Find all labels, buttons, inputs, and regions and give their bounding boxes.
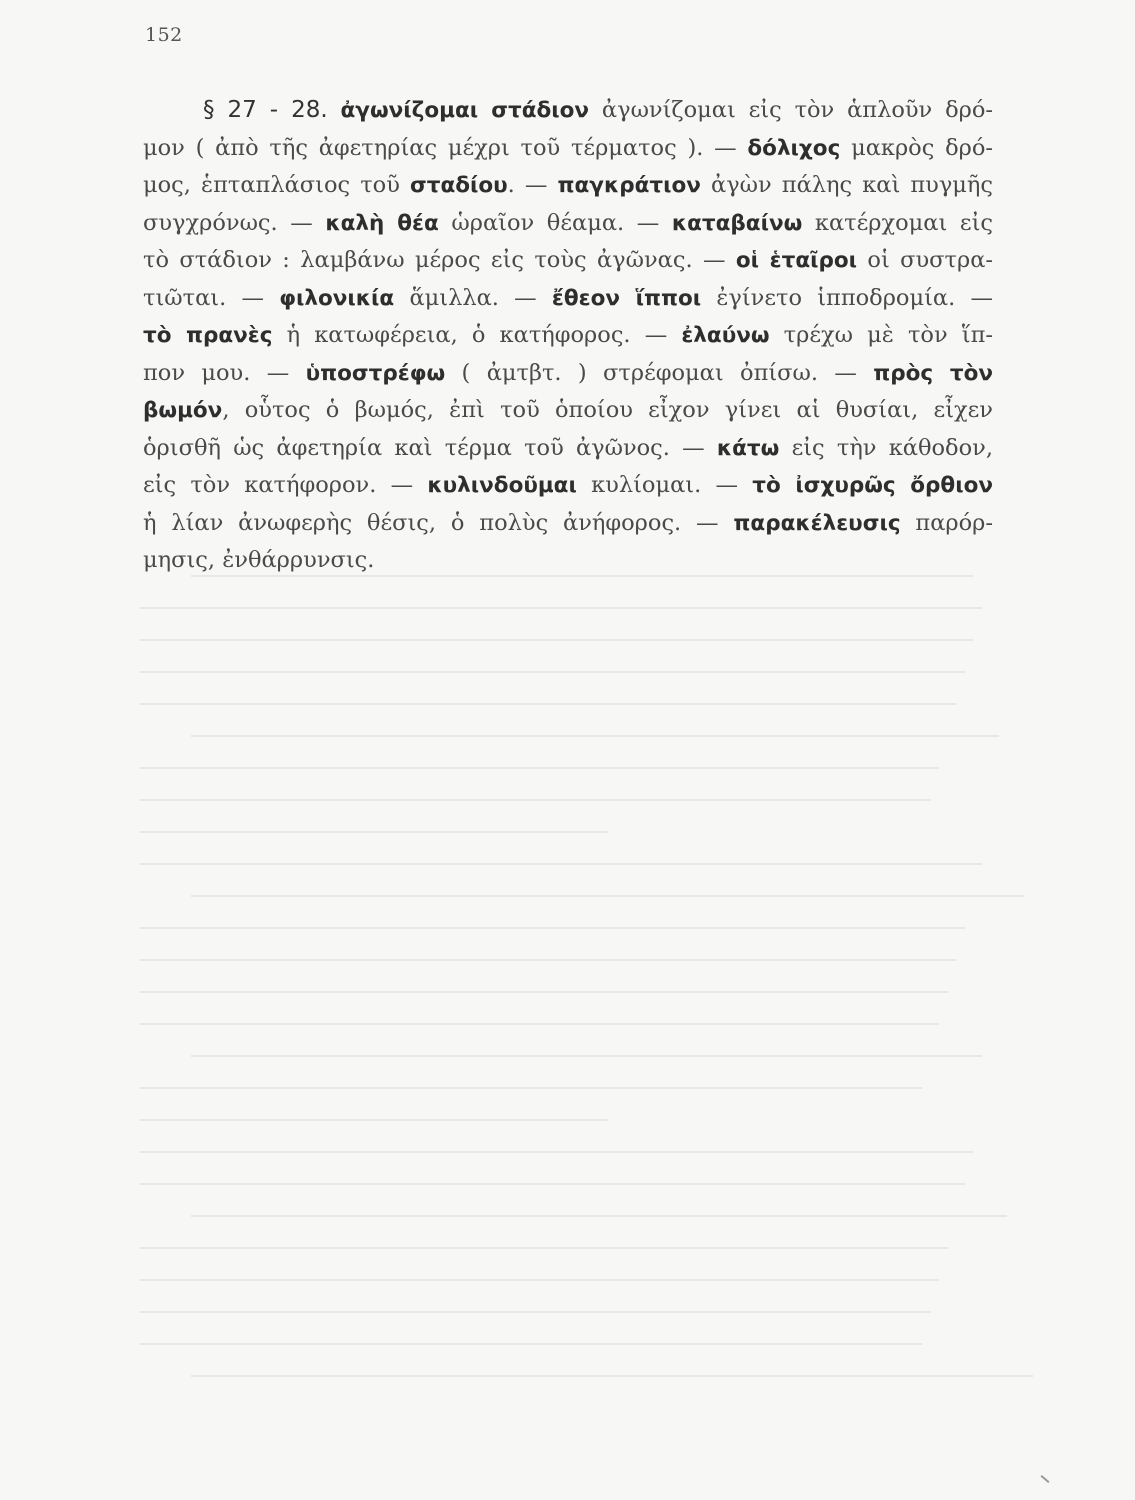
- headword: ἀγωνίζομαι στάδιον: [340, 98, 590, 123]
- bleed-line: [140, 767, 939, 769]
- bleed-line: [140, 1151, 973, 1153]
- definition-text: τιῶται. —: [143, 284, 280, 311]
- definition-text: πον μου. —: [143, 359, 306, 386]
- definition-text: ἡ κατωφέρεια, ὁ κατήφορος. —: [272, 322, 682, 348]
- bleed-line: [140, 671, 965, 673]
- definition-text: συγχρόνως. —: [143, 209, 326, 236]
- text-line: [143, 167, 993, 205]
- text-line: [143, 542, 993, 579]
- bleed-line: [140, 1311, 931, 1313]
- headword: ἔθεον ἵπποι: [551, 285, 702, 311]
- bleed-line: [140, 1247, 948, 1249]
- definition-text: μος, ἑπταπλάσιος τοῦ: [143, 172, 410, 198]
- bleed-line: [191, 895, 1024, 897]
- text-line: [143, 467, 993, 505]
- bleed-line: [140, 1087, 922, 1089]
- text-line: [143, 242, 993, 280]
- bleed-line: [140, 1183, 965, 1185]
- bleed-line: [140, 991, 948, 993]
- headword: κάτω: [716, 435, 780, 461]
- definition-text: ἅμιλλα. —: [394, 284, 552, 311]
- text-line: [143, 317, 993, 355]
- headword: οἱ ἑταῖροι: [735, 248, 858, 273]
- scan-speck: [1041, 1475, 1050, 1483]
- bleed-line: [140, 1279, 939, 1281]
- definition-text: εἰς τὸν κατήφορον. —: [143, 472, 428, 498]
- definition-text: . —: [507, 172, 558, 198]
- definition-text: κατέρχομαι εἰς: [802, 209, 993, 236]
- definition-text: μον ( ἀπὸ τῆς ἀφετηρίας μέχρι τοῦ τέρματος ). —: [143, 134, 748, 161]
- definition-text: κυλίομαι. —: [576, 472, 753, 498]
- definition-text: [328, 97, 341, 123]
- definition-text: τὸ στάδιον : λαμβάνω μέρος εἰς τοὺς ἀγῶνας. —: [143, 247, 736, 273]
- headword: ὑποστρέφω: [305, 360, 446, 386]
- text-line: [143, 280, 993, 318]
- headword: πρὸς τὸν: [873, 360, 994, 386]
- bleed-line: [140, 799, 931, 801]
- text-line: [143, 130, 993, 168]
- headword: σταδίου: [409, 173, 508, 198]
- definition-text: ἀγωνίζομαι εἰς τὸν ἁπλοῦν δρό-: [589, 97, 994, 123]
- headword: δόλιχος: [747, 135, 841, 161]
- definition-text: ἐγίνετο ἱπποδρομία. —: [701, 284, 993, 311]
- page-number: 152: [145, 24, 183, 46]
- text-line: [143, 92, 993, 130]
- headword: κυλινδοῦμαι: [427, 473, 577, 498]
- bleed-line: [140, 703, 956, 705]
- bleed-line: [140, 831, 608, 833]
- bleed-line: [140, 1119, 608, 1121]
- headword: παγκράτιον: [557, 173, 701, 198]
- bleed-line: [140, 863, 982, 865]
- bleed-line: [191, 735, 999, 737]
- bleed-line: [140, 1343, 922, 1345]
- text-line: [143, 355, 993, 393]
- text-line: [143, 205, 993, 243]
- headword: καταβαίνω: [671, 210, 803, 236]
- bleed-line: [140, 1023, 939, 1025]
- headword: καλὴ θέα: [325, 210, 439, 236]
- headword: φιλονικία: [279, 285, 395, 311]
- definition-text: εἰς τὴν κάθοδον,: [779, 434, 993, 461]
- definition-text: ὡραῖον θέαμα. —: [438, 209, 672, 236]
- headword: βωμόν: [143, 398, 223, 423]
- definition-text: , οὗτος ὁ βωμός, ἐπὶ τοῦ ὁποίου εἶχον γίνει αἱ θυσίαι, εἶχεν: [222, 397, 993, 423]
- bleed-line: [191, 1055, 982, 1057]
- headword: παρακέλευσις: [733, 510, 901, 536]
- definition-text: μησις, ἐνθάρρυνσις.: [143, 547, 375, 573]
- definition-text: παρόρ-: [900, 509, 993, 536]
- headword: τὸ ἰσχυρῶς ὄρθιον: [752, 473, 993, 498]
- show-through-background: [140, 575, 990, 1395]
- bleed-line: [140, 639, 973, 641]
- text-line: [143, 505, 993, 543]
- bleed-line: [140, 959, 956, 961]
- glossary-paragraph: [143, 92, 993, 579]
- definition-text: τρέχω μὲ τὸν ἵπ-: [769, 322, 993, 348]
- definition-text: ἀγὼν πάλης καὶ πυγμῆς: [700, 172, 993, 198]
- headword: ἐλαύνω: [681, 323, 770, 348]
- text-line: [143, 392, 993, 430]
- text-line: [143, 430, 993, 468]
- definition-text: ἡ λίαν ἀνωφερὴς θέσις, ὁ πολὺς ἀνήφορος. —: [143, 509, 734, 536]
- section-reference: § 27 - 28.: [203, 97, 328, 123]
- bleed-line: [191, 1215, 1007, 1217]
- bleed-line: [140, 607, 982, 609]
- definition-text: μακρὸς δρό-: [840, 134, 994, 161]
- bleed-line: [140, 927, 965, 929]
- headword: τὸ πρανὲς: [143, 323, 273, 348]
- definition-text: οἱ συστρα-: [857, 247, 993, 273]
- bleed-line: [191, 1375, 1033, 1377]
- definition-text: ὁρισθῆ ὡς ἀφετηρία καὶ τέρμα τοῦ ἀγῶνος. —: [143, 434, 717, 461]
- definition-text: ( ἀμτβτ. ) στρέφομαι ὀπίσω. —: [445, 359, 874, 386]
